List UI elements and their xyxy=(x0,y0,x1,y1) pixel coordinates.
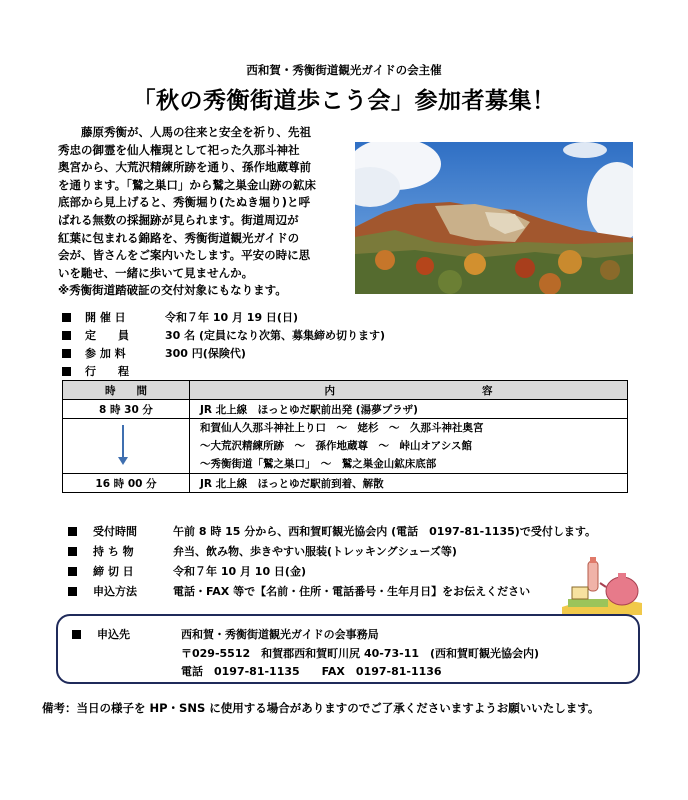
arrow-head-icon xyxy=(118,457,128,465)
fee-row xyxy=(62,345,246,361)
date-value: 令和７年 10 月 19 日(日) xyxy=(165,311,298,324)
schedule-table xyxy=(62,380,628,493)
capacity-label: 定 員 xyxy=(85,329,129,342)
route-line: ～秀衡街道「鷲之巣口」 ～ 鷲之巣金山鉱床底部 xyxy=(200,458,437,470)
apply-phone: 電話 0197-81-1135 FAX 0197-81-1136 xyxy=(181,665,442,678)
capacity-row xyxy=(62,327,385,343)
date-label: 開 催 日 xyxy=(85,311,126,324)
route-line: 和賀仙人久那斗神社上り口 ～ 姥杉 ～ 久那斗神社奥宮 xyxy=(200,422,484,434)
apply-address: 〒029-5512 和賀郡西和賀町川尻 40-73-11 (西和賀町観光協会内) xyxy=(181,647,540,660)
deadline-label: 締 切 日 xyxy=(93,565,134,578)
apply-org: 西和賀・秀衡街道観光ガイドの会事務局 xyxy=(181,628,379,641)
bring-row xyxy=(68,543,457,559)
table-header-row xyxy=(63,381,628,400)
intro-line: 藤原秀衡が、人馬の往来と安全を祈り、先祖 xyxy=(81,125,311,139)
autumn-mountain-photo xyxy=(355,142,633,294)
date-row xyxy=(62,309,298,325)
deadline-value: 令和７年 10 月 10 日(金) xyxy=(173,565,306,578)
intro-line: 底部から見上げると、秀衡堀り(たぬき堀り)と呼 xyxy=(58,195,311,210)
apply-label: 申込先 xyxy=(97,628,130,641)
route-arrow-cell xyxy=(63,419,190,474)
intro-line: 奥宮から、大荒沢精練所跡を通り、孫作地蔵尊前 xyxy=(58,160,311,175)
square-bullet-icon xyxy=(62,313,71,322)
square-bullet-icon xyxy=(68,547,77,556)
page-title: 「秋の秀衡街道歩こう会」参加者募集！ xyxy=(132,88,556,114)
square-bullet-icon xyxy=(68,587,77,596)
schedule-row xyxy=(62,363,165,379)
intro-line: ※秀衡街道踏破証の交付対象にもなります。 xyxy=(58,283,287,298)
footer-note: 備考：当日の様子を HP・SNS に使用する場合がありますのでご了承くださいますようお願いいたします。 xyxy=(42,701,600,715)
route-line: ～大荒沢精練所跡 ～ 孫作地蔵尊 ～ 峠山オアシス館 xyxy=(200,440,472,452)
bring-value: 弁当、飲み物、歩きやすい服装(トレッキングシューズ等) xyxy=(173,545,457,558)
apply-row xyxy=(72,626,379,642)
method-label: 申込方法 xyxy=(93,585,137,598)
intro-line: 秀忠の御霊を仙人権現として祀った久那斗神社 xyxy=(58,142,300,157)
reception-value: 午前 8 時 15 分から、西和賀町観光協会内 (電話 0197-81-1135)で受付します。 xyxy=(173,525,596,538)
header-content: 内 容 xyxy=(190,381,628,400)
intro-line: 紅葉に包まれる錦路を、秀衡街道観光ガイドの xyxy=(58,230,300,245)
square-bullet-icon xyxy=(68,527,77,536)
intro-line: ばれる無数の採掘跡が見られます。街道周辺が xyxy=(58,212,299,227)
intro-line: いを馳せ、一緒に歩いて見ませんか。 xyxy=(58,265,254,280)
method-value: 電話・FAX 等で【名前・住所・電話番号・生年月日】をお伝えください xyxy=(173,585,531,598)
square-bullet-icon xyxy=(72,630,81,639)
route-content xyxy=(190,419,628,474)
table-row xyxy=(63,400,628,419)
capacity-value: 30 名 (定員になり次第、募集締め切ります) xyxy=(165,329,386,342)
table-row xyxy=(63,474,628,493)
fee-label: 参 加 料 xyxy=(85,347,126,360)
intro-line: 会が、皆さんをご案内いたします。平安の時に思 xyxy=(58,248,311,263)
application-contact-box xyxy=(56,614,640,684)
organizer-line: 西和賀・秀衡街道観光ガイドの会主催 xyxy=(246,63,442,77)
down-arrow-icon xyxy=(122,425,124,459)
picnic-illustration xyxy=(560,557,644,617)
end-time: 16 時 00 分 xyxy=(63,474,190,493)
square-bullet-icon xyxy=(62,349,71,358)
reception-row xyxy=(68,523,596,539)
start-time: 8 時 30 分 xyxy=(63,400,190,419)
table-row xyxy=(63,419,628,474)
end-content: JR 北上線 ほっとゆだ駅前到着、解散 xyxy=(190,474,628,493)
square-bullet-icon xyxy=(62,331,71,340)
schedule-label: 行 程 xyxy=(85,365,129,378)
bring-label: 持 ち 物 xyxy=(93,545,134,558)
fee-value: 300 円(保険代) xyxy=(165,347,246,360)
start-content: JR 北上線 ほっとゆだ駅前出発 (湯夢プラザ) xyxy=(190,400,628,419)
square-bullet-icon xyxy=(62,367,71,376)
intro-line: を通ります。「鷲之巣口」から鷲之巣金山跡の鉱床 xyxy=(58,177,316,192)
header-time: 時 間 xyxy=(63,381,190,400)
reception-label: 受付時間 xyxy=(93,525,137,538)
intro-text xyxy=(58,124,350,300)
deadline-row xyxy=(68,563,306,579)
method-row xyxy=(68,583,530,599)
square-bullet-icon xyxy=(68,567,77,576)
